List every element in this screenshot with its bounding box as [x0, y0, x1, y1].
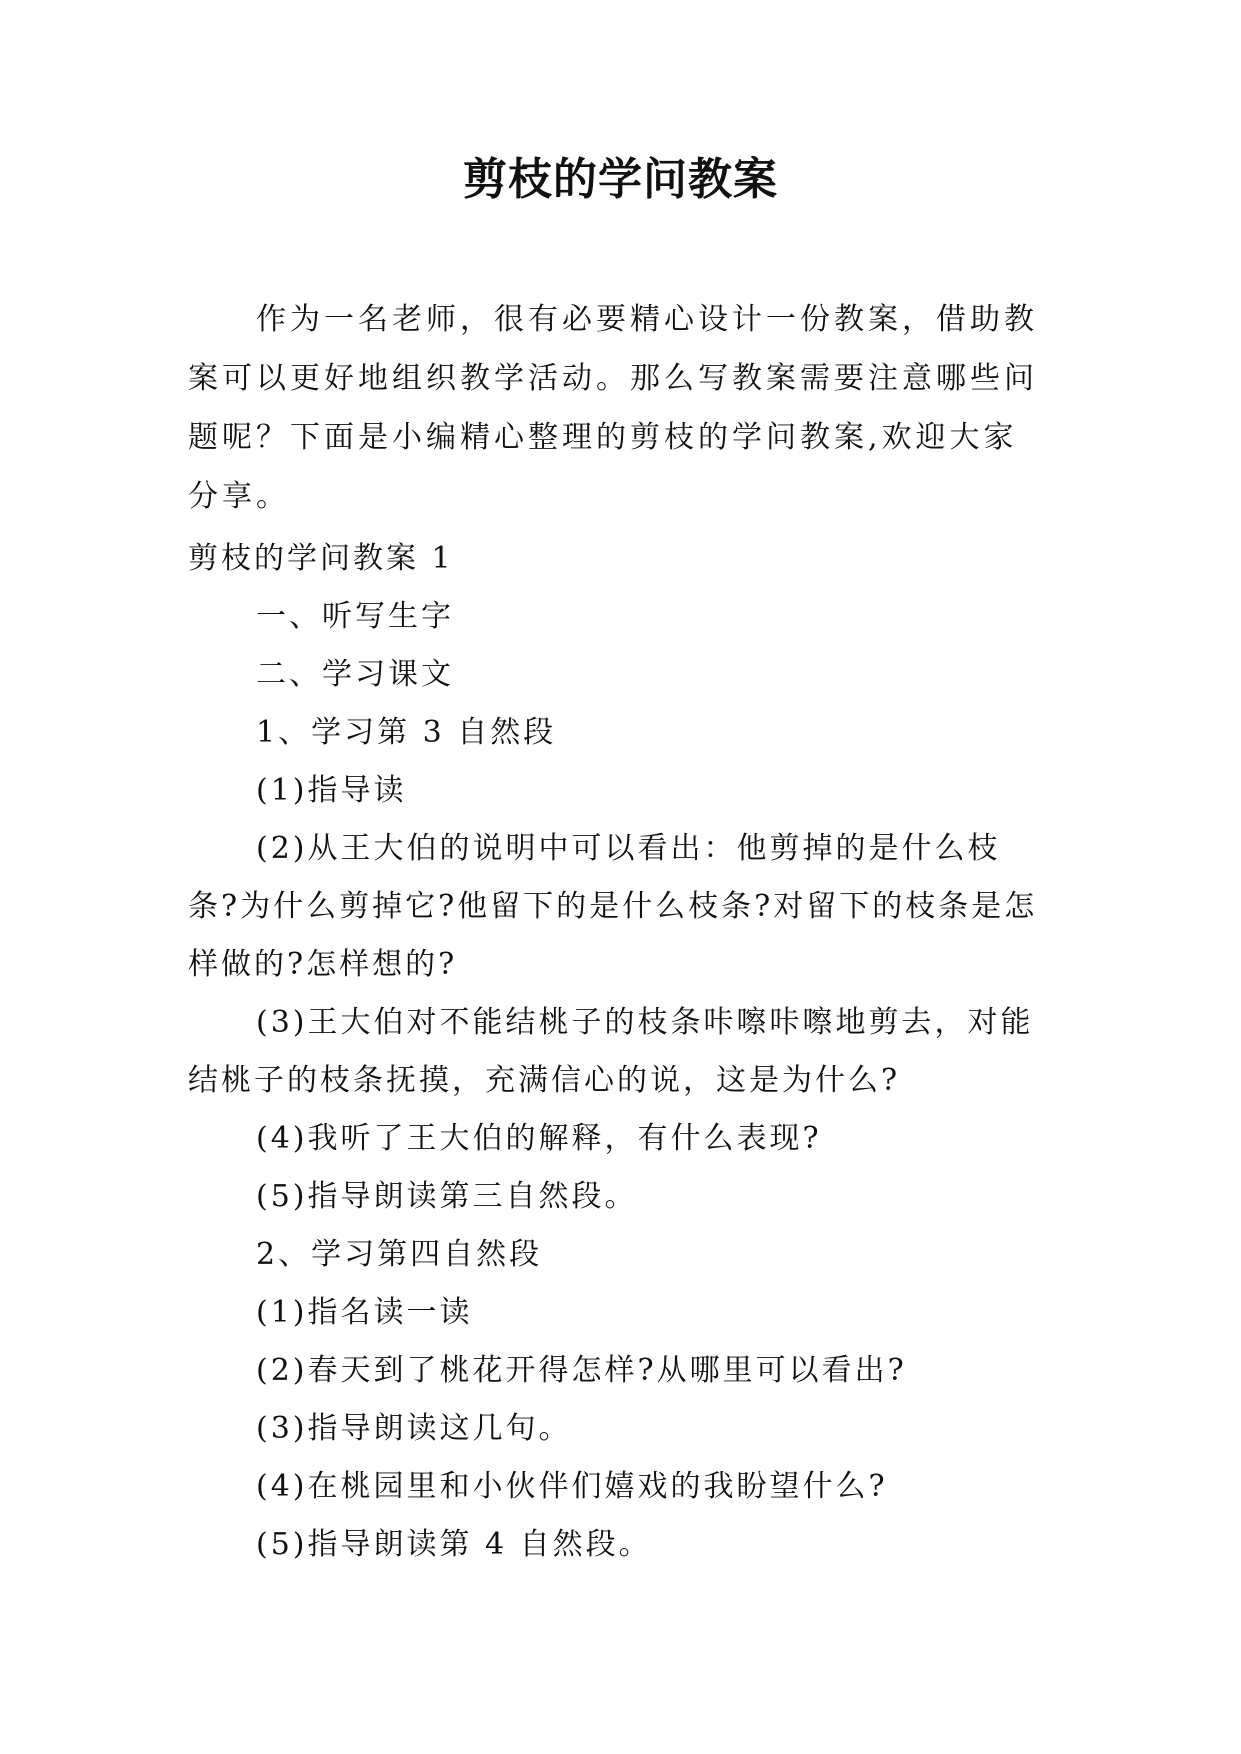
outline-item: (2)春天到了桃花开得怎样?从哪里可以看出? [256, 1353, 907, 1388]
outline-item: (3)王大伯对不能结桃子的枝条咔嚓咔嚓地剪去，对能结桃子的枝条抚摸，充满信心的说，这是为什么? [188, 1005, 1034, 1098]
outline-item: 二、学习课文 [256, 657, 454, 692]
outline-item: (5)指导朗读第三自然段。 [256, 1179, 638, 1214]
document-title: 剪枝的学问教案 [463, 154, 778, 205]
outline-item: (4)在桃园里和小伙伴们嬉戏的我盼望什么? [256, 1469, 888, 1504]
outline-item: (1)指导读 [256, 773, 407, 808]
lesson-content [188, 530, 1050, 1574]
outline-item: (5)指导朗读第 4 自然段。 [256, 1527, 652, 1562]
outline-item: 一、听写生字 [256, 599, 454, 634]
outline-item: 1、学习第 3 自然段 [256, 715, 557, 750]
outline-item: (1)指名读一读 [256, 1295, 473, 1330]
outline-item: (4)我听了王大伯的解释，有什么表现? [256, 1121, 822, 1156]
intro-paragraph: 作为一名老师，很有必要精心设计一份教案，借助教案可以更好地组织教学活动。那么写教案需要注意哪些问题呢？下面是小编精心整理的剪枝的学问教案,欢迎大家分享。 [188, 302, 1038, 514]
outline-item: (2)从王大伯的说明中可以看出：他剪掉的是什么枝条?为什么剪掉它?他留下的是什么枝条?对留下的枝条是怎样做的?怎样想的? [188, 831, 1038, 982]
outline-item: (3)指导朗读这几句。 [256, 1411, 572, 1446]
outline-item: 2、学习第四自然段 [256, 1237, 543, 1272]
section-heading: 剪枝的学问教案 1 [188, 541, 454, 576]
